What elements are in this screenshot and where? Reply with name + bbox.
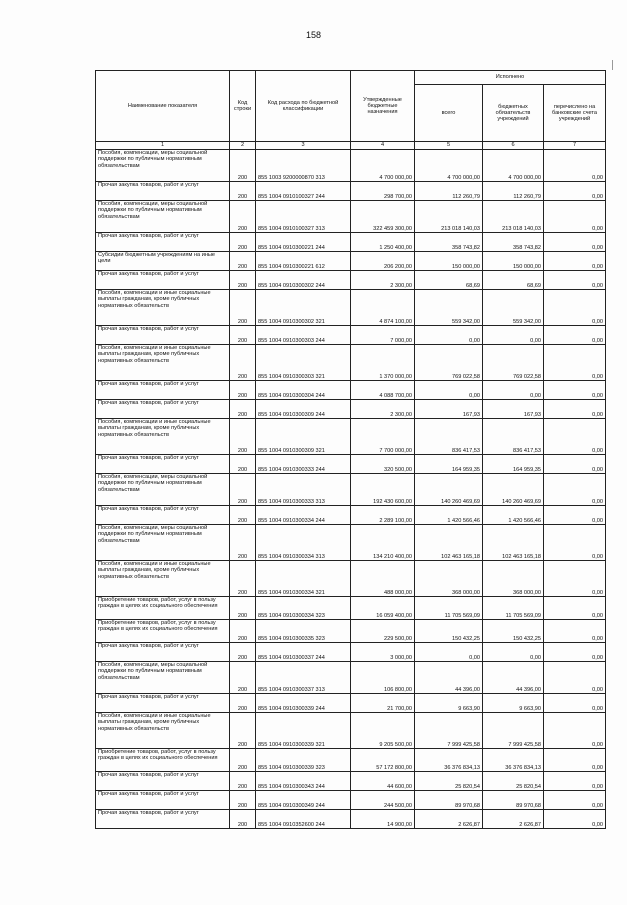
row-classification: 855 1004 0910100327 313: [256, 201, 351, 233]
row-executed-total: 150 000,00: [415, 252, 483, 271]
row-line-code: 200: [230, 400, 256, 419]
row-transferred: 0,00: [544, 252, 606, 271]
column-number: 7: [544, 142, 606, 150]
row-classification: 855 1004 0910300335 323: [256, 620, 351, 643]
row-line-code: 200: [230, 525, 256, 561]
row-executed-total: 150 432,25: [415, 620, 483, 643]
row-transferred: 0,00: [544, 772, 606, 791]
row-executed-budget: 140 260 469,69: [483, 474, 544, 506]
row-line-code: 200: [230, 662, 256, 694]
row-name: Приобретение товаров, работ, услуг в пользу граждан в целях их социального обеспечения: [96, 749, 230, 772]
row-name: Пособия, компенсации и иные социальные выплаты гражданам, кроме публичных нормативных обязательств: [96, 561, 230, 597]
table-row: [96, 326, 606, 345]
row-transferred: 0,00: [544, 620, 606, 643]
row-classification: 855 1004 0910300333 313: [256, 474, 351, 506]
row-approved: 488 000,00: [351, 561, 415, 597]
row-classification: 855 1004 0910300337 313: [256, 662, 351, 694]
row-name: Пособия, компенсации и иные социальные выплаты гражданам, кроме публичных нормативных обязательств: [96, 713, 230, 749]
header-executed: Исполнено: [415, 71, 606, 85]
row-executed-budget: 68,69: [483, 271, 544, 290]
row-name: Прочая закупка товаров, работ и услуг: [96, 400, 230, 419]
row-transferred: 0,00: [544, 791, 606, 810]
row-transferred: 0,00: [544, 400, 606, 419]
row-classification: 855 1004 0910300333 244: [256, 455, 351, 474]
row-executed-total: 102 463 165,18: [415, 525, 483, 561]
row-executed-budget: 559 342,00: [483, 290, 544, 326]
row-approved: 1 250 400,00: [351, 233, 415, 252]
row-transferred: 0,00: [544, 271, 606, 290]
table-row: [96, 713, 606, 749]
row-approved: 192 430 600,00: [351, 474, 415, 506]
row-transferred: 0,00: [544, 506, 606, 525]
row-approved: 57 172 800,00: [351, 749, 415, 772]
row-line-code: 200: [230, 271, 256, 290]
row-transferred: 0,00: [544, 810, 606, 829]
row-transferred: 0,00: [544, 419, 606, 455]
row-classification: 855 1004 0910300339 323: [256, 749, 351, 772]
row-name: Прочая закупка товаров, работ и услуг: [96, 791, 230, 810]
row-approved: 4 700 000,00: [351, 150, 415, 182]
column-number: 3: [256, 142, 351, 150]
row-line-code: 200: [230, 694, 256, 713]
table-row: [96, 252, 606, 271]
row-executed-total: 0,00: [415, 326, 483, 345]
row-executed-budget: 44 396,00: [483, 662, 544, 694]
table-row: [96, 182, 606, 201]
page-number: 158: [305, 30, 322, 40]
row-executed-budget: 368 000,00: [483, 561, 544, 597]
row-executed-budget: 25 820,54: [483, 772, 544, 791]
row-name: Прочая закупка товаров, работ и услуг: [96, 271, 230, 290]
column-number: 6: [483, 142, 544, 150]
row-executed-budget: 150 000,00: [483, 252, 544, 271]
row-line-code: 200: [230, 252, 256, 271]
row-approved: 4 088 700,00: [351, 381, 415, 400]
row-classification: 855 1004 0910300303 244: [256, 326, 351, 345]
row-approved: 322 459 300,00: [351, 201, 415, 233]
row-line-code: 200: [230, 713, 256, 749]
row-approved: 4 874 100,00: [351, 290, 415, 326]
row-approved: 44 600,00: [351, 772, 415, 791]
row-name: Прочая закупка товаров, работ и услуг: [96, 455, 230, 474]
row-name: Прочая закупка товаров, работ и услуг: [96, 233, 230, 252]
header-name: Наименование показателя: [96, 71, 230, 142]
header-total: всего: [415, 85, 483, 142]
row-executed-budget: 11 705 569,09: [483, 597, 544, 620]
row-transferred: 0,00: [544, 561, 606, 597]
row-line-code: 200: [230, 326, 256, 345]
row-line-code: 200: [230, 381, 256, 400]
row-executed-total: 112 260,79: [415, 182, 483, 201]
row-line-code: 200: [230, 561, 256, 597]
header-budget-classification: Код расхода по бюджетной классификации: [256, 71, 351, 142]
row-approved: 1 370 000,00: [351, 345, 415, 381]
row-line-code: 200: [230, 620, 256, 643]
row-executed-total: 559 342,00: [415, 290, 483, 326]
row-approved: 2 289 100,00: [351, 506, 415, 525]
row-classification: 855 1004 0910300303 321: [256, 345, 351, 381]
row-classification: 855 1004 0910100327 244: [256, 182, 351, 201]
row-executed-budget: 9 663,90: [483, 694, 544, 713]
table-row: [96, 694, 606, 713]
row-classification: 855 1004 0910300339 321: [256, 713, 351, 749]
row-classification: 855 1004 0910352600 244: [256, 810, 351, 829]
row-line-code: 200: [230, 772, 256, 791]
table-row: [96, 810, 606, 829]
column-number: 2: [230, 142, 256, 150]
row-transferred: 0,00: [544, 713, 606, 749]
row-executed-total: 4 700 000,00: [415, 150, 483, 182]
row-approved: 106 800,00: [351, 662, 415, 694]
row-approved: 7 700 000,00: [351, 419, 415, 455]
row-line-code: 200: [230, 597, 256, 620]
table-row: [96, 597, 606, 620]
row-name: Пособия, компенсации, меры социальной поддержки по публичным нормативным обязательствам: [96, 525, 230, 561]
row-transferred: 0,00: [544, 694, 606, 713]
row-transferred: 0,00: [544, 455, 606, 474]
row-executed-budget: 89 970,68: [483, 791, 544, 810]
row-transferred: 0,00: [544, 474, 606, 506]
row-line-code: 200: [230, 810, 256, 829]
row-executed-budget: 0,00: [483, 326, 544, 345]
row-approved: 9 205 500,00: [351, 713, 415, 749]
row-executed-total: 213 018 140,03: [415, 201, 483, 233]
row-line-code: 200: [230, 474, 256, 506]
row-executed-total: 167,93: [415, 400, 483, 419]
row-executed-budget: 112 260,79: [483, 182, 544, 201]
row-approved: 2 300,00: [351, 271, 415, 290]
row-executed-total: 769 022,58: [415, 345, 483, 381]
row-transferred: 0,00: [544, 233, 606, 252]
row-transferred: 0,00: [544, 381, 606, 400]
column-number: 5: [415, 142, 483, 150]
table-row: [96, 749, 606, 772]
row-name: Пособия, компенсации, меры социальной поддержки по публичным нормативным обязательствам: [96, 474, 230, 506]
row-approved: 229 500,00: [351, 620, 415, 643]
table-row: [96, 400, 606, 419]
table-row: [96, 525, 606, 561]
row-classification: 855 1004 0910300221 612: [256, 252, 351, 271]
row-executed-total: 1 420 566,46: [415, 506, 483, 525]
row-line-code: 200: [230, 233, 256, 252]
table-row: [96, 290, 606, 326]
row-executed-budget: 769 022,58: [483, 345, 544, 381]
scan-mark: [612, 60, 613, 70]
row-executed-total: 44 396,00: [415, 662, 483, 694]
row-executed-total: 89 970,68: [415, 791, 483, 810]
row-line-code: 200: [230, 201, 256, 233]
table-row: [96, 381, 606, 400]
row-classification: 855 1004 0910300334 313: [256, 525, 351, 561]
row-transferred: 0,00: [544, 290, 606, 326]
row-transferred: 0,00: [544, 643, 606, 662]
row-line-code: 200: [230, 419, 256, 455]
row-classification: 855 1004 0910300334 244: [256, 506, 351, 525]
row-executed-budget: 836 417,53: [483, 419, 544, 455]
row-line-code: 200: [230, 749, 256, 772]
row-executed-budget: 2 626,87: [483, 810, 544, 829]
row-approved: 244 500,00: [351, 791, 415, 810]
row-transferred: 0,00: [544, 150, 606, 182]
row-classification: 855 1004 0910300309 321: [256, 419, 351, 455]
table-row: [96, 474, 606, 506]
row-executed-budget: 1 420 566,46: [483, 506, 544, 525]
row-classification: 855 1004 0910300334 323: [256, 597, 351, 620]
table-row: [96, 772, 606, 791]
row-name: Прочая закупка товаров, работ и услуг: [96, 643, 230, 662]
row-executed-budget: 164 959,35: [483, 455, 544, 474]
row-executed-budget: 358 743,82: [483, 233, 544, 252]
row-executed-budget: 0,00: [483, 643, 544, 662]
row-name: Приобретение товаров, работ, услуг в пользу граждан в целях их социального обеспечения: [96, 620, 230, 643]
table-row: [96, 233, 606, 252]
row-transferred: 0,00: [544, 201, 606, 233]
row-transferred: 0,00: [544, 597, 606, 620]
row-transferred: 0,00: [544, 525, 606, 561]
row-approved: 206 200,00: [351, 252, 415, 271]
table-row: [96, 419, 606, 455]
table-row: [96, 271, 606, 290]
table-row: [96, 643, 606, 662]
row-executed-total: 25 820,54: [415, 772, 483, 791]
row-name: Субсидии бюджетным учреждениям на иные цели: [96, 252, 230, 271]
column-number-row: [96, 142, 606, 150]
row-approved: 7 000,00: [351, 326, 415, 345]
header-line-code: Код строки: [230, 71, 256, 142]
table-row: [96, 662, 606, 694]
row-executed-total: 836 417,53: [415, 419, 483, 455]
row-approved: 2 300,00: [351, 400, 415, 419]
row-line-code: 200: [230, 791, 256, 810]
row-executed-total: 68,69: [415, 271, 483, 290]
header-approved: Утвержденные бюджетные назначения: [351, 71, 415, 142]
row-executed-total: 368 000,00: [415, 561, 483, 597]
row-line-code: 200: [230, 643, 256, 662]
row-transferred: 0,00: [544, 326, 606, 345]
row-name: Пособия, компенсации, меры социальной поддержки по публичным нормативным обязательствам: [96, 662, 230, 694]
row-executed-total: 9 663,90: [415, 694, 483, 713]
table-row: [96, 506, 606, 525]
row-name: Прочая закупка товаров, работ и услуг: [96, 506, 230, 525]
row-executed-budget: 150 432,25: [483, 620, 544, 643]
row-classification: 855 1003 9200000870 313: [256, 150, 351, 182]
row-name: Пособия, компенсации и иные социальные выплаты гражданам, кроме публичных нормативных обязательств: [96, 290, 230, 326]
row-transferred: 0,00: [544, 662, 606, 694]
row-name: Пособия, компенсации и иные социальные выплаты гражданам, кроме публичных нормативных обязательств: [96, 419, 230, 455]
row-classification: 855 1004 0910300334 321: [256, 561, 351, 597]
table-row: [96, 561, 606, 597]
row-approved: 298 700,00: [351, 182, 415, 201]
row-approved: 21 700,00: [351, 694, 415, 713]
row-classification: 855 1004 0910300343 244: [256, 772, 351, 791]
row-classification: 855 1004 0910300309 244: [256, 400, 351, 419]
row-name: Прочая закупка товаров, работ и услуг: [96, 694, 230, 713]
row-classification: 855 1004 0910300349 244: [256, 791, 351, 810]
row-executed-total: 164 959,35: [415, 455, 483, 474]
row-executed-total: 140 260 469,69: [415, 474, 483, 506]
row-executed-total: 2 626,87: [415, 810, 483, 829]
row-executed-budget: 7 999 425,58: [483, 713, 544, 749]
row-name: Приобретение товаров, работ, услуг в пользу граждан в целях их социального обеспечения: [96, 597, 230, 620]
row-name: Прочая закупка товаров, работ и услуг: [96, 772, 230, 791]
row-classification: 855 1004 0910300302 244: [256, 271, 351, 290]
row-name: Прочая закупка товаров, работ и услуг: [96, 381, 230, 400]
column-number: 4: [351, 142, 415, 150]
row-transferred: 0,00: [544, 182, 606, 201]
row-classification: 855 1004 0910300302 321: [256, 290, 351, 326]
row-approved: 16 059 400,00: [351, 597, 415, 620]
row-approved: 134 210 400,00: [351, 525, 415, 561]
table-row: [96, 345, 606, 381]
row-name: Прочая закупка товаров, работ и услуг: [96, 182, 230, 201]
row-classification: 855 1004 0910300337 244: [256, 643, 351, 662]
row-line-code: 200: [230, 150, 256, 182]
column-number: 1: [96, 142, 230, 150]
row-name: Пособия, компенсации, меры социальной поддержки по публичным нормативным обязательствам: [96, 201, 230, 233]
header-budget-institutions: бюджетных обязательств учреждений: [483, 85, 544, 142]
row-executed-budget: 4 700 000,00: [483, 150, 544, 182]
row-executed-budget: 0,00: [483, 381, 544, 400]
table-row: [96, 455, 606, 474]
row-transferred: 0,00: [544, 345, 606, 381]
row-approved: 320 500,00: [351, 455, 415, 474]
row-transferred: 0,00: [544, 749, 606, 772]
row-executed-budget: 36 376 834,13: [483, 749, 544, 772]
row-executed-total: 36 376 834,13: [415, 749, 483, 772]
row-line-code: 200: [230, 345, 256, 381]
row-approved: 3 000,00: [351, 643, 415, 662]
row-name: Прочая закупка товаров, работ и услуг: [96, 326, 230, 345]
table-row: [96, 201, 606, 233]
row-line-code: 200: [230, 182, 256, 201]
table-row: [96, 791, 606, 810]
row-executed-budget: 102 463 165,18: [483, 525, 544, 561]
row-executed-total: 0,00: [415, 381, 483, 400]
row-approved: 14 900,00: [351, 810, 415, 829]
row-executed-total: 0,00: [415, 643, 483, 662]
table-row: [96, 150, 606, 182]
budget-execution-table: [95, 70, 606, 829]
row-name: Пособия, компенсации, меры социальной поддержки по публичным нормативным обязательствам: [96, 150, 230, 182]
row-executed-budget: 213 018 140,03: [483, 201, 544, 233]
row-executed-budget: 167,93: [483, 400, 544, 419]
header-transferred: перечислено на банковские счета учреждений: [544, 85, 606, 142]
row-name: Пособия, компенсации и иные социальные выплаты гражданам, кроме публичных нормативных обязательств: [96, 345, 230, 381]
row-executed-total: 11 705 569,09: [415, 597, 483, 620]
row-line-code: 200: [230, 455, 256, 474]
row-classification: 855 1004 0910300339 244: [256, 694, 351, 713]
table-row: [96, 620, 606, 643]
row-executed-total: 7 999 425,58: [415, 713, 483, 749]
row-name: Прочая закупка товаров, работ и услуг: [96, 810, 230, 829]
row-line-code: 200: [230, 290, 256, 326]
row-executed-total: 358 743,82: [415, 233, 483, 252]
row-classification: 855 1004 0910300304 244: [256, 381, 351, 400]
row-line-code: 200: [230, 506, 256, 525]
row-classification: 855 1004 0910300221 244: [256, 233, 351, 252]
